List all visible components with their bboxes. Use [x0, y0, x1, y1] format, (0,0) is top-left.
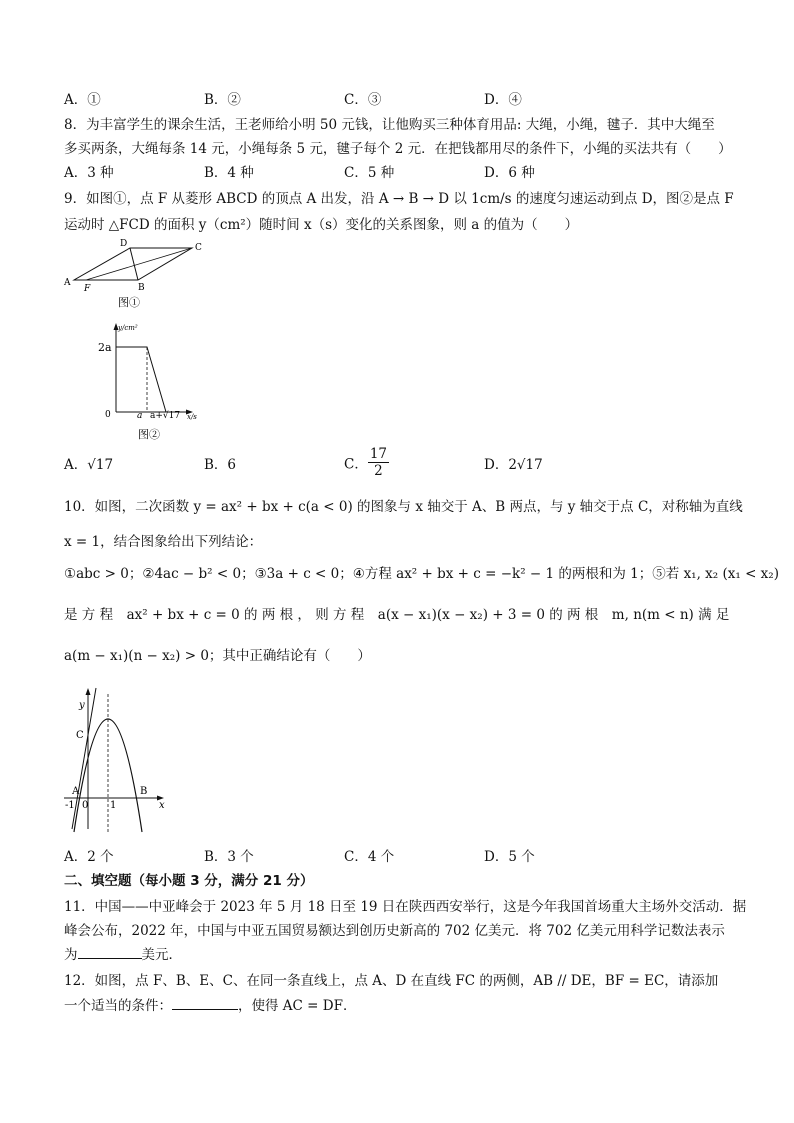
label-b: B — [140, 786, 148, 797]
q10-option-c: C．4 个 — [344, 849, 395, 865]
q9-option-b: B．6 — [204, 457, 237, 473]
x-axis-label: x/s — [187, 413, 197, 421]
q9-option-d: D．2√17 — [484, 457, 543, 473]
label-a: A — [72, 786, 80, 797]
q8-option-b: B．4 种 — [204, 165, 254, 181]
q8-option-d: D．6 种 — [484, 165, 535, 181]
q8-option-a: A．3 种 — [64, 165, 114, 181]
q9-option-c: C． $\frac{17}{2}$ — [344, 446, 388, 479]
label-f: F — [84, 284, 91, 294]
label-c: C — [76, 730, 84, 741]
label-d: D — [120, 239, 128, 249]
q10-option-d: D．5 个 — [484, 849, 535, 865]
section-title-fill-in: 二、填空题（每小题 3 分，满分 21 分） — [64, 873, 314, 889]
q12-text-line2: 一个适当的条件： ，使得 AC = DF． — [64, 998, 357, 1014]
q12-text-line1: 12．如图，点 F、B、E、C、在同一条直线上，点 A、D 在直线 FC 的两侧，AB // DE，BF = EC，请添加 — [64, 973, 719, 989]
label-one: 1 — [110, 800, 117, 811]
q8-option-c: C．5 种 — [344, 165, 395, 181]
q11-text-line2: 峰会公布，2022 年，中国与中亚五国贸易额达到创历史新高的 702 亿美元．将 702 亿美元用科学记数法表示 — [64, 923, 725, 939]
q10-option-b: B．3 个 — [204, 849, 254, 865]
q11-answer-blank[interactable] — [78, 958, 142, 959]
fraction-17-2: $\frac{17}{2}$ — [369, 446, 388, 479]
label-zero: 0 — [82, 800, 89, 811]
label-x: x — [159, 800, 165, 811]
x-tick-a-sqrt17: a+√17 — [150, 411, 181, 421]
q7-option-d: D．④ — [484, 92, 522, 108]
q7-option-a: A．① — [64, 92, 101, 108]
q7-option-c: C．③ — [344, 92, 382, 108]
q10-text-line3: ①abc > 0；②4ac − b² < 0；③3a + c < 0；④方程 ax² + bx + c = −k² − 1 的两根和为 1；⑤若 x₁, x₂ (x₁ < x₂) — [64, 566, 779, 582]
q9-option-a: A．√17 — [64, 457, 114, 473]
q9-text-line1: 9．如图①，点 F 从菱形 ABCD 的顶点 A 出发，沿 A → B → D 以 1cm/s 的速度匀速运动到点 D，图②是点 F — [64, 191, 734, 207]
area-graph-line — [116, 347, 166, 412]
label-c: C — [195, 243, 202, 253]
label-a: A — [64, 278, 71, 288]
q10-text-line5: a(m − x₁)(n − x₂) > 0；其中正确结论有（ ） — [64, 648, 371, 664]
q9-text-line2: 运动时 △FCD 的面积 y（cm²）随时间 x（s）变化的关系图象，则 a 的值为（ ） — [64, 217, 579, 233]
label-neg1: -1 — [65, 800, 75, 811]
q8-text-line1: 8．为丰富学生的课余生活，王老师给小明 50 元钱，让他购买三种体育用品: 大绳，小绳，毽子．其中大绳至 — [64, 117, 715, 133]
q10-option-a: A．2 个 — [64, 849, 114, 865]
label-y: y — [79, 700, 85, 711]
x-tick-a: a — [137, 411, 143, 421]
rhombus-abcd — [74, 248, 192, 280]
q8-text-line2: 多买两条，大绳每条 14 元，小绳每条 5 元，毽子每个 2 元．在把钱都用尽的条件下，小绳的买法共有（ ） — [64, 141, 732, 157]
figure-1-caption: 图① — [118, 296, 140, 309]
q9-option-a-value: √17 — [87, 457, 114, 473]
q9-figure-2 — [92, 320, 212, 446]
q11-text-line3: 为 美元． — [64, 947, 182, 963]
q11-text-line1: 11．中国——中亚峰会于 2023 年 5 月 18 日至 19 日在陕西西安举行，这是今年我国首场重大主场外交活动．据 — [64, 899, 747, 915]
label-b: B — [138, 283, 145, 293]
origin-label: 0 — [105, 410, 111, 420]
figure-2-caption: 图② — [138, 428, 160, 441]
q12-answer-blank[interactable] — [172, 1009, 238, 1010]
q10-text-line4: 是 方 程 ax² + bx + c = 0 的 两 根 ， 则 方 程 a(x − x₁)(x − x₂) + 3 = 0 的 两 根 m, n(m < n) 满 足 — [64, 607, 730, 623]
q7-option-b: B．② — [204, 92, 241, 108]
q10-text-line2: x = 1，结合图象给出下列结论： — [64, 534, 263, 550]
q10-text-line1: 10．如图，二次函数 y = ax² + bx + c(a < 0) 的图象与 x 轴交于 A、B 两点，与 y 轴交于点 C，对称轴为直线 — [64, 499, 743, 515]
q10-parabola-graph — [60, 684, 175, 834]
y-tick-2a: 2a — [98, 341, 112, 354]
diagonal-bd — [130, 248, 138, 280]
y-axis-label: y/cm² — [118, 324, 138, 332]
q9-figure-1 — [62, 238, 222, 314]
